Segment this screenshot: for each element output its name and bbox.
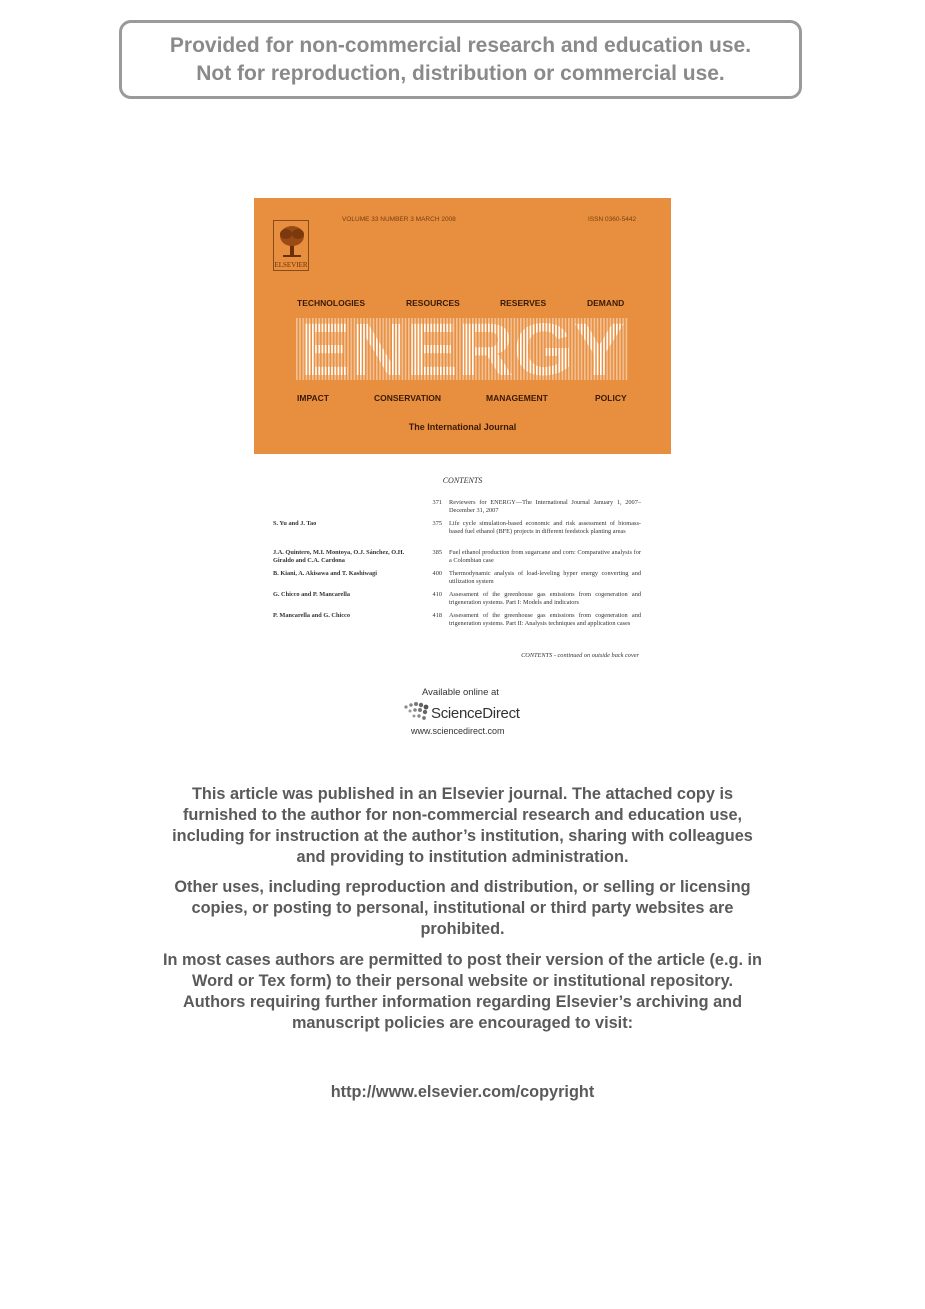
entry-authors: S. Yu and J. Tao (273, 520, 317, 527)
entry-page: 371 (432, 499, 442, 506)
entry-title: Assessment of the greenhouse gas emissions from cogeneration and trigeneration systems. Part II: Analysis techniques and application cases (449, 612, 641, 628)
sciencedirect-url: www.sciencedirect.com (411, 726, 505, 736)
keyword-top-4: DEMAND (587, 298, 625, 308)
notice-banner (119, 20, 802, 99)
wordmark-text: ENERGY (299, 318, 625, 380)
keyword-top-3: RESERVES (500, 298, 547, 308)
available-online-label: Available online at (422, 687, 499, 698)
keyword-top-1: TECHNOLOGIES (297, 298, 366, 308)
keyword-bottom-1: IMPACT (297, 393, 329, 403)
sciencedirect-name: ScienceDirect (431, 705, 520, 722)
keyword-top-2: RESOURCES (406, 298, 460, 308)
contents-continued: CONTENTS - continued on outside back cover (521, 652, 639, 659)
elsevier-tree-icon (277, 224, 307, 260)
entry-authors: J.A. Quintero, M.I. Montoya, O.J. Sánchez, O.H. Giraldo and C.A. Cardona (273, 549, 405, 565)
volume-info: VOLUME 33 NUMBER 3 MARCH 2008 (342, 216, 456, 223)
publisher-name: ELSEVIER (274, 261, 308, 269)
entry-page: 375 (432, 520, 442, 527)
entry-title: Assessment of the greenhouse gas emissions from cogeneration and trigeneration systems. Part I: Models and indicators (449, 591, 641, 607)
entry-page: 385 (432, 549, 442, 556)
paragraph-author-rights: In most cases authors are permitted to post their version of the article (e.g. in Word or Tex form) to their personal website or institutional repository. Authors requiring further information regarding Elsevier’s archiving and manuscript policies are encouraged to visit: (163, 951, 762, 1032)
keyword-bottom-3: MANAGEMENT (486, 393, 548, 403)
paragraph-other-uses: Other uses, including reproduction and distribution, or selling or licensing copies, or posting to personal, institutional or third party websites are prohibited. (174, 878, 751, 938)
entry-page: 400 (432, 570, 442, 577)
entry-title: Reviewers for ENERGY—The International Journal January 1, 2007–December 31, 2007 (449, 499, 641, 515)
entry-title: Fuel ethanol production from sugarcane and corn: Comparative analysis for a Colombian case (449, 549, 641, 565)
issn: ISSN 0360-5442 (588, 216, 637, 223)
paragraph-published: This article was published in an Elsevier journal. The attached copy is furnished to the author for non-commercial research and education use, including for instruction at the author’s institution, sharing with colleagues and providing to institution administration. (172, 785, 753, 866)
keyword-bottom-2: CONSERVATION (374, 393, 442, 403)
energy-wordmark (296, 318, 628, 380)
sciencedirect-dots-icon (402, 699, 432, 723)
entry-authors: B. Kiani, A. Akisawa and T. Kashiwagi (273, 570, 378, 577)
journal-subtitle: The International Journal (408, 422, 517, 432)
entry-title: Thermodynamic analysis of load-leveling hyper energy converting and utilization system (449, 570, 641, 586)
journal-cover (254, 198, 671, 454)
copyright-link[interactable]: http://www.elsevier.com/copyright (330, 1083, 595, 1101)
entry-page: 418 (432, 612, 442, 619)
elsevier-logo (273, 220, 309, 271)
notice-line-1: Provided for non-commercial research and education use. (169, 34, 752, 57)
entry-authors: G. Chicco and P. Mancarella (273, 591, 350, 598)
entry-page: 410 (432, 591, 442, 598)
entry-title: Life cycle simulation-based economic and risk assessment of biomass-based fuel ethanol (BFE) projects in different feedstock planting areas (449, 520, 641, 536)
notice-line-2: Not for reproduction, distribution or commercial use. (196, 62, 725, 85)
entry-authors: P. Mancarella and G. Chicco (273, 612, 350, 619)
contents-title: CONTENTS (442, 476, 483, 485)
keyword-bottom-4: POLICY (595, 393, 627, 403)
